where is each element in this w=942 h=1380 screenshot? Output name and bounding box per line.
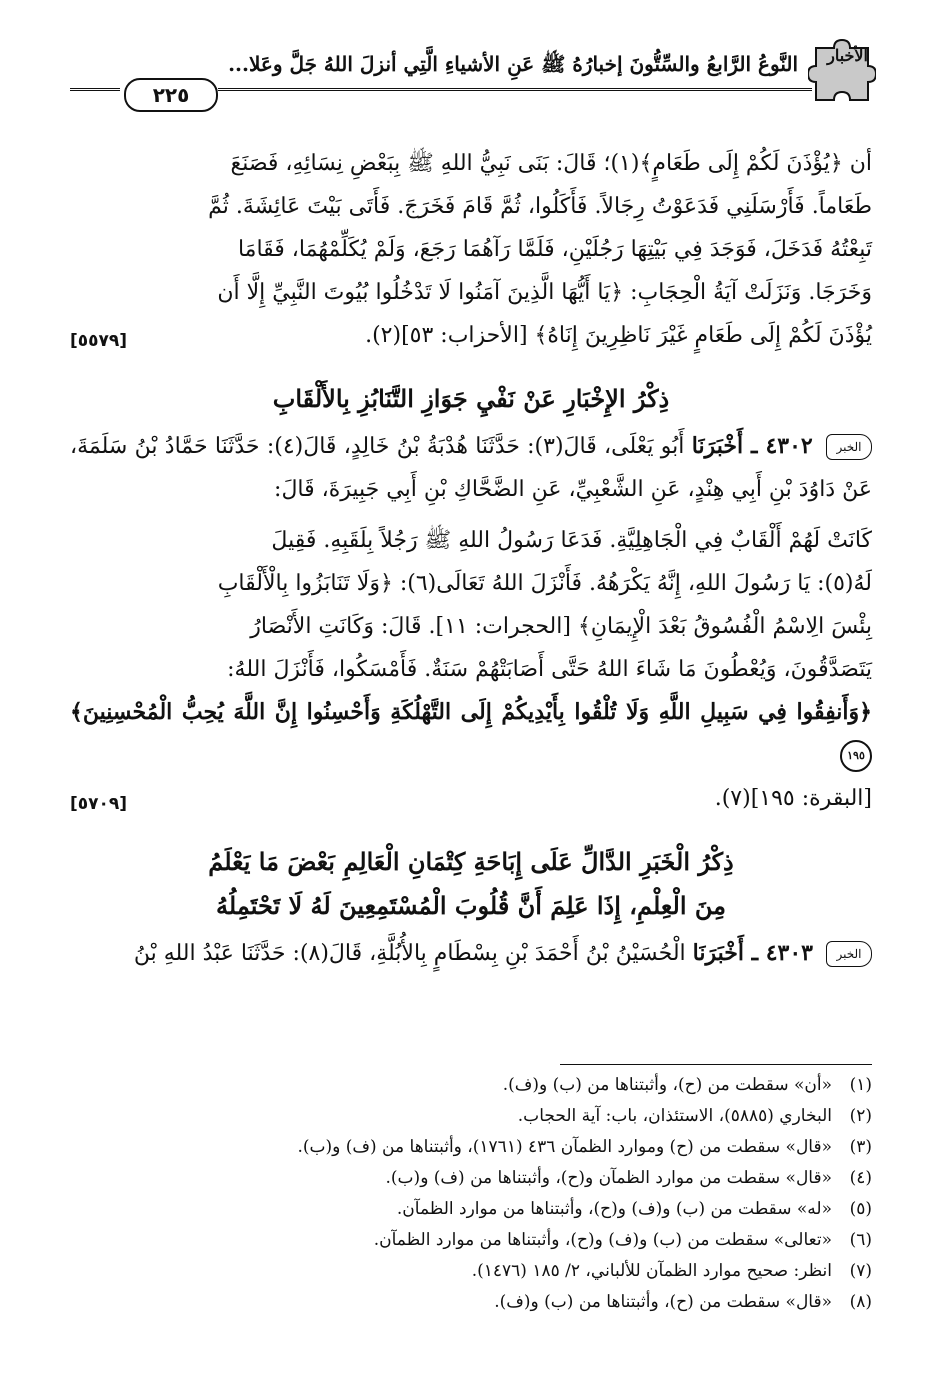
hadith-number: ٤٣٠٢ ـ أَخْبَرَنَا bbox=[691, 433, 813, 459]
text-line: لَهُ(٥): يَا رَسُولَ اللهِ، إِنَّهُ يَكْرَهُهُ. فَأَنْزَلَ اللهُ تَعَالَى(٦): ﴿وَلَا تَنَابَزُوا بِالْأَلْقَابِ bbox=[217, 571, 872, 596]
header-rule bbox=[218, 88, 812, 91]
text-line: تَبِعْتُهُ فَدَخَلَ، فَوَجَدَ فِي بَيْتِهَا رَجُلَيْنِ، فَلَمَّا رَآهُمَا رَجَعَ، وَلَمْ يُكَلِّمْهُمَا، فَقَامَا bbox=[237, 237, 872, 262]
hadith-number: ٤٣٠٣ ـ أَخْبَرَنَا bbox=[692, 940, 813, 966]
header-title: النَّوعُ الرَّابعُ والسِّتُّونَ إخبارُهُ ﷺ عَنِ الأشياءِ الَّتِي أنزلَ اللهُ جَلَّ وعَلا... bbox=[228, 52, 798, 76]
page-number: ٢٢٥ bbox=[124, 78, 218, 112]
khabar-tag: الخبر bbox=[826, 941, 872, 967]
text-line: كَانَتْ لَهُمْ أَلْقَابٌ فِي الْجَاهِلِيَّةِ. فَدَعَا رَسُولُ اللهِ ﷺ رَجُلاً بِلَقَبِهِ. فَقِيلَ bbox=[271, 528, 872, 553]
hadith-continuation bbox=[70, 142, 872, 355]
hadith-4303 bbox=[70, 932, 872, 975]
main-text bbox=[70, 142, 872, 975]
ayah-number-icon: ١٩٥ bbox=[840, 740, 872, 772]
footnote: (٨)«قال» سقطت من (ح)، وأثبتناها من (ب) و(ف). bbox=[494, 1292, 872, 1312]
hadith-4302 bbox=[70, 425, 872, 818]
chapter-heading: ذِكْرُ الإِخْبَارِ عَنْ نَفْيِ جَوَازِ التَّنَابُزِ بِالأَلْقَابِ bbox=[272, 384, 670, 413]
quran-verse-line bbox=[70, 691, 872, 777]
badge-label: الأخبار bbox=[827, 46, 868, 65]
chapter-heading-block bbox=[70, 840, 872, 928]
quran-verse: ﴿وَأَنفِقُوا فِي سَبِيلِ اللَّهِ وَلَا تُلْقُوا بِأَيْدِيكُمْ إِلَى التَّهْلُكَةِ وَأَحْسِنُوا إِنَّ اللَّهَ يُحِبُّ الْمُحْسِنِينَ﴾ bbox=[70, 699, 872, 725]
footnote: (١)«أن» سقطت من (ح)، وأثبتناها من (ب) و(ف). bbox=[502, 1075, 872, 1095]
text-line: وَخَرَجَا. وَنَزَلَتْ آيَةُ الْحِجَابِ: ﴿يَا أَيُّهَا الَّذِينَ آمَنُوا لَا تَدْخُلُوا بُيُوتَ النَّبِيِّ إِلَّا أَن bbox=[217, 280, 872, 305]
text-line: أن ﴿يُؤْذَنَ لَكُمْ إِلَى طَعَامٍ﴾(١)؛ قَالَ: بَنَى نَبِيُّ اللهِ ﷺ بِبَعْضِ نِسَائِهِ، فَصَنَعَ bbox=[230, 151, 872, 176]
footnote: (٢)البخاري (٥٨٨٥)، الاستئذان، باب: آية الحجاب. bbox=[517, 1106, 872, 1126]
isnad-paragraph bbox=[70, 932, 872, 975]
header-rule-left bbox=[70, 88, 120, 91]
text-line: يَتَصَدَّقُونَ، وَيُعْطُونَ مَا شَاءَ اللهُ حَتَّى أَصَابَتْهُمْ سَنَةٌ. فَأَمْسَكُوا، فَأَنْزَلَ اللهُ: bbox=[227, 657, 872, 682]
footnote: (٤)«قال» سقطت من موارد الظمآن و(ح)، وأثبتناها من (ف) و(ب). bbox=[385, 1168, 872, 1188]
section-badge bbox=[808, 38, 876, 106]
footnotes bbox=[200, 1070, 872, 1318]
text-line: [البقرة: ١٩٥](٧). bbox=[714, 786, 872, 811]
footnote: (٣)«قال» سقطت من (ح) وموارد الظمآن ٤٣٦ (١٧٦١)، وأثبتناها من (ف) و(ب). bbox=[297, 1137, 872, 1157]
running-header bbox=[70, 44, 870, 116]
footnote: (٧)انظر: صحيح موارد الظمآن للألباني، ٢/ ١٨٥ (١٤٧٦). bbox=[471, 1261, 872, 1281]
chapter-heading-line: ذِكْرُ الْخَبَرِ الدَّالِّ عَلَى إِبَاحَةِ كِتْمَانِ الْعَالِمِ بَعْضَ مَا يَعْلَمُ bbox=[208, 847, 734, 876]
text-line: طَعَاماً. فَأَرْسَلَنِي فَدَعَوْتُ رِجَالاً. فَأَكَلُوا، ثُمَّ قَامَ فَخَرَجَ. فَأَتَى بَيْتَ عَائِشَةَ. ثُمَّ bbox=[208, 194, 872, 219]
isnad-text: الْحُسَيْنُ بْنُ أَحْمَدَ بْنِ بِسْطَامٍ بِالأُبُلَّةِ، قَالَ(٨): حَدَّثَنَا عَبْدُ اللهِ بْنُ bbox=[133, 941, 686, 966]
hadith-reference: [٥٧٠٩] bbox=[70, 794, 128, 814]
footnote: (٥)«له» سقطت من (ب) و(ف) و(ح)، وأثبتناها من موارد الظمآن. bbox=[396, 1199, 872, 1219]
text-line: بِئْسَ الِاسْمُ الْفُسُوقُ بَعْدَ الْإِيمَانِ﴾ [الحجرات: ١١]. قَالَ: وَكَانَتِ الأَنْصَارُ bbox=[250, 614, 872, 639]
khabar-tag: الخبر bbox=[826, 434, 872, 460]
text-line: يُؤْذَنَ لَكُمْ إِلَى طَعَامٍ غَيْرَ نَاظِرِينَ إِنَاهُ﴾ [الأحزاب: ٥٣](٢). bbox=[365, 323, 872, 348]
footnote: (٦)«تعالى» سقطت من (ب) و(ف) و(ح)، وأثبتناها من موارد الظمآن. bbox=[373, 1230, 872, 1250]
isnad-paragraph bbox=[70, 425, 872, 511]
footnote-divider bbox=[560, 1064, 872, 1065]
hadith-reference: [٥٥٧٩] bbox=[70, 331, 128, 351]
isnad-text: أَبُو يَعْلَى، قَالَ(٣): حَدَّثَنَا هُدْبَةُ بْنُ خَالِدٍ، قَالَ(٤): حَدَّثَنَا حَمَّادُ بْنُ سَلَمَةَ، عَنْ دَاوُدَ بْنِ أَبِي هِنْدٍ، عَنِ الشَّعْبِيِّ، عَنِ الضَّحَّاكِ بْنِ أَبِي جَبِيرَةَ، قَالَ: bbox=[70, 434, 872, 502]
chapter-heading-line: مِنَ الْعِلْمِ، إِذَا عَلِمَ أَنَّ قُلُوبَ الْمُسْتَمِعِينَ لَهُ لَا تَحْتَمِلُهُ bbox=[216, 891, 726, 920]
